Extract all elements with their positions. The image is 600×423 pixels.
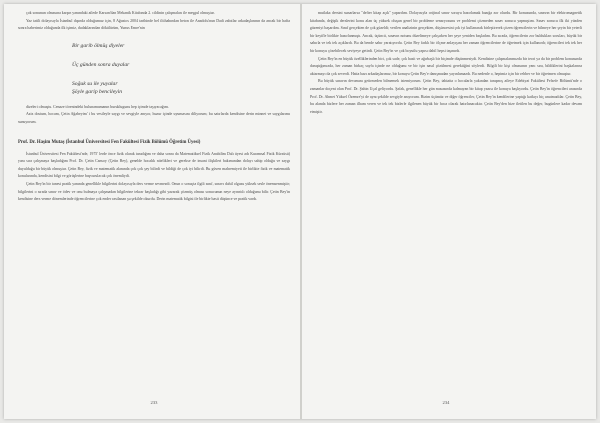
right-page — [310, 10, 582, 405]
left-bottom-text — [18, 151, 290, 204]
poem-line: Soğuk su ile yuyalar — [72, 80, 118, 87]
paragraph: çok sonunun olmasına karşın yanındaki ailede Karsan'dan Mekanik Kitabında 2. cildinin çalışmaları ile meşgul olmuştur. — [26, 11, 215, 15]
paragraph: dizeleri olmuştu. Cenaze törenindeki bulunamamanın buruklugunu hep içimde taşıyacağım. — [26, 104, 169, 109]
paragraph: Çetin Bey'in bir tanesi pratik yanında genellikle bilgilerini dolayısıyla ders verme sevmezdi. Onun o sonuçta ilgili sınıf, sınavı dahil olgusu yüksek sesle önemsenmiştir; bilgilerini o sırada sınav ve ödev ve onu bulmaya çalışmadan bilgilerine tekrar başladığı gibi yazarak çözmüş olması sonucunun neye ayrıntılı olduğunu bilir. Çetin Bey'in kendisine ders verme dönemlerinde öğrencilerine çok ender rastlanan şu şekilde okurdu. Derin matematik bilgisi ile birlikte basit düşünce ve pratik vardı. — [18, 181, 290, 202]
paragraph: Aziz dostum, hocam, Çetin Ağabeyim' i bu vesileyle saygı ve sevgiyle anıyor, huzur içinde uyumasını diliyorum; bu satırlarda kendisine derin minnet ve saygılarımı sunuyorum. — [18, 112, 290, 124]
paragraph: Bu büyük sınavın devamını getirmeden bilmemek istemiyorum. Çetin Bey, tabiatta o hocalarla yakından tanışmış aileye Edebiyat Fakültesi Felsefe Bölümü'nde o zamanlar doçent olan Prof. Dr. Şahin Uçal geliyordu. Şafak, genellikle her gün masasında kalmayan bir kitap yazısı ile konuya başlıyordu. Çetin Bey'in öğrencileri arasında Prof. Dr. Ahmet Yüksel Özemre'yi de aynı şekilde sevgiyle anıyorum. Bizim üçümüz ve diğer öğrenciler, Çetin Bey'in kendilerine yaptığı katkıyı hiç unutmadılar. Çetin Bey, bu alanda bizlere her zaman ilham veren ve tek tek bizlerle ilgilenen büyük bir hoca olarak hatırlanacaktır. Çetin Bey'den bize iletilen bu değer, bugünlere kadar devam etmiştir. — [310, 79, 582, 114]
left-top-text — [18, 10, 290, 33]
left-page — [18, 10, 290, 405]
poem-line: Bir garib ölmüş diyeler — [72, 42, 125, 49]
paragraph: Yaz tatili dolayısıyla İstanbul dışında olduğumuz için, 8 Ağustos 2004 tarihinde bel iltihabından beton ile Anadolu'nun Dadi zabıtlar arkadaşlarının da ancak bir hafta sonra haberimiz olduğunda ilk işimiz, dudaklarından dökülürüm, Yunus Emre'nin — [18, 18, 290, 31]
poem-line: Üç günden sonra duyalar — [72, 61, 130, 68]
right-text — [310, 10, 582, 116]
paragraph: mutlaka dersini sunarlarsa "defter kitap açık" yapardım. Dolayısıyla orijinal sınav soruyu hazırlamak bazığa zor olurdu. Bir konusunda, sınavın bir elektromagnetik kitabında, değişik derslerini konu alan üç yüksek oluşun genel bir probleme senaryosunu ve problemi çözmeden sınav sonucu yapmıştım. Sınav sonucu ilk iki yüzden güzeniyi başardım. Sınıf gerçekten de çok güzeldi; verilen analizinin gerçekten, düşüncesini çok iyi kullanarak birleştirerek çözen öğrencilerin ve bilmeye her şeyin bir yeterli bir keyifle birlikte hazırlanmıştı. Ancak, üçüncü, sınavın notunu düzeltmeye çalışırken her şeye yeniden başladım. Bu sırada, öğrencilerin zor buldukları soruları, büyük bir sabırla ve tek tek açıklardı. Bu da bende sabır yaratıyordu. Çetin Bey farklı bir ölçme anlayışını her zaman öğrencilerine de öğretmek için kullanırdı; öğrencileri tek tek her bir konuyu çözebilecek seviyeye getirdi. Çetin Bey'in ve çok boyutlu yapısı dahil hepsi taşınırdı. — [310, 11, 582, 53]
page-number: 233 — [150, 400, 158, 405]
section-heading: Prof. Dr. Haşim Mutaş (İstanbul Üniversitesi Fen Fakültesi Fizik Bölümü Öğretim Üyesi) — [18, 139, 201, 145]
left-mid-text — [18, 104, 290, 127]
book-gutter — [300, 4, 302, 419]
page-number: 234 — [442, 400, 450, 405]
paragraph: Çetin Bey'in en büyük özelliklerinden biri, çok sade, çok basit ve ağırbaşlı bir biçimde düşünmesiydi. Kendisine çalışmalarımızda bir teori ya da bir problem konusunda danıştığımızda, her zaman birkaç sayfa içinde ne olduğunu ve bir işin nasıl çözülmesi gerektiğini söylerdi. Bilgili bir kişi olmasının yanı sıra, bildiklerini başkalarına aktarmayı da çok severdi. Hatta bazı arkadaşlarımız, bir konuyu Çetin Bey'e danışmadan yayınlamazdı. Bu nedenle o, hepimiz için bir rehber ve bir öğretmen olmuştur. — [310, 56, 582, 76]
book-spread — [4, 4, 596, 419]
poem-block — [72, 42, 290, 96]
poem-line: Şöyle garip bencileyin — [72, 88, 123, 95]
paragraph: İstanbul Üniversitesi Fen Fakültesi'nde, 1975' lerde önce fizik olarak tanıdığım ve daha sonra da Matematiksel Fizik Anabilim Dalı üyesi adı Kuramsal Fizik Kürsüsü) yanı sıra çalışmaya başladığım Prof. Dr. Çetin Cansoy (Çetin Bey), genelde hocalık nitelikleri ve gerekse de insani ilişkileri bakımından dolayı sahip olduğu ve saygı duyulduğu bir büyük olmuştur. Çetin Bey, fizik ve matematik alanında çok çok şey bilirdi ve bildiği de çok iyi bilirdi. Bu güven mahremiyeti ile birlikte fizik ve matematik konularında, kendisini bilgi ve görüşlerine başvurulacak çok önemliydi. — [18, 151, 290, 179]
